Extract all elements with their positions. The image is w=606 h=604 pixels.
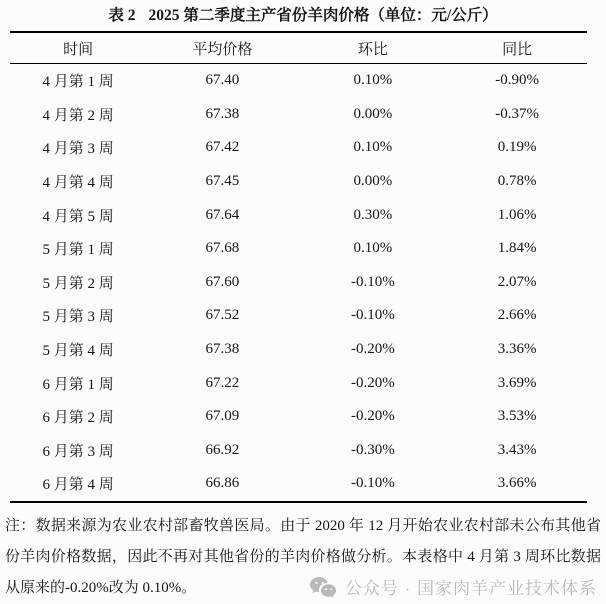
price-table (10, 31, 587, 503)
table-row (10, 64, 587, 98)
time-cell: 6 月第 3 周 (42, 443, 114, 460)
table-row (10, 434, 587, 468)
price-cell: 67.68 (205, 240, 240, 257)
table-row (10, 366, 587, 400)
time-cell: 6 月第 1 周 (42, 376, 114, 393)
price-cell: 67.45 (205, 173, 240, 190)
yoy-cell: 3.66% (497, 475, 537, 492)
table-row (10, 299, 587, 333)
yoy-cell: 3.69% (497, 374, 537, 391)
footnote (5, 511, 601, 604)
yoy-cell: 0.19% (497, 139, 537, 156)
time-cell: 4 月第 5 周 (42, 208, 114, 225)
time-cell: 6 月第 2 周 (42, 410, 114, 427)
yoy-cell: 2.66% (497, 307, 537, 324)
price-cell: 67.64 (205, 206, 240, 223)
footnote-line-3: 从原来的-0.20%改为 0.10%。 (5, 579, 197, 596)
mom-cell: 0.10% (353, 240, 393, 257)
footnote-line-2: 份羊肉价格数据，因此不再对其他省份的羊肉价格做分析。本表格中 4 月第 3 周环比数据 (5, 548, 601, 565)
price-cell: 67.60 (205, 273, 240, 290)
yoy-cell: 3.53% (497, 408, 537, 425)
price-cell: 67.22 (205, 374, 240, 391)
yoy-cell: 1.84% (497, 240, 537, 257)
table-row (10, 333, 587, 367)
mom-cell: -0.10% (351, 273, 395, 290)
mom-cell: 0.10% (353, 72, 393, 89)
table-title (0, 0, 606, 27)
price-cell: 67.52 (205, 307, 240, 324)
watermark (309, 573, 597, 604)
mom-cell: -0.20% (351, 341, 395, 358)
table-row (10, 98, 587, 132)
mom-cell: -0.30% (351, 441, 395, 458)
yoy-cell: 1.06% (497, 206, 537, 223)
mom-cell: 0.00% (353, 105, 393, 122)
price-cell: 67.40 (205, 72, 240, 89)
mom-cell: -0.20% (351, 408, 395, 425)
table-row (10, 467, 587, 502)
col-header-time: 时间 (10, 32, 146, 64)
price-cell: 66.86 (205, 475, 240, 492)
table-row (10, 198, 587, 232)
yoy-cell: 3.36% (497, 341, 537, 358)
price-cell: 67.09 (205, 408, 240, 425)
table-label: 表 2 (108, 7, 136, 24)
table-row (10, 232, 587, 266)
time-cell: 4 月第 2 周 (42, 107, 114, 124)
table-row (10, 400, 587, 434)
footnote-line-1: 注：数据来源为农业农村部畜牧兽医局。由于 2020 年 12 月开始农业农村部未公布其他省 (5, 517, 601, 534)
yoy-cell: 3.43% (497, 441, 537, 458)
table-row (10, 266, 587, 300)
yoy-cell: 0.78% (497, 173, 537, 190)
time-cell: 4 月第 4 周 (42, 175, 114, 192)
table-row (10, 165, 587, 199)
wechat-icon (309, 576, 337, 600)
col-header-avg-price: 平均价格 (146, 32, 298, 64)
table-row (10, 131, 587, 165)
yoy-cell: -0.37% (495, 105, 540, 122)
time-cell: 4 月第 1 周 (42, 74, 114, 91)
price-cell: 67.38 (205, 105, 240, 122)
price-cell: 66.92 (205, 441, 240, 458)
time-cell: 5 月第 4 周 (42, 343, 114, 360)
col-header-yoy: 同比 (447, 32, 587, 64)
time-cell: 5 月第 1 周 (42, 242, 114, 259)
watermark-text: 公众号 · 国家肉羊产业技术体系 (344, 578, 597, 598)
time-cell: 6 月第 4 周 (42, 477, 114, 494)
col-header-mom: 环比 (298, 32, 447, 64)
price-cell: 67.42 (205, 139, 240, 156)
time-cell: 4 月第 3 周 (42, 141, 114, 158)
header-row (10, 32, 587, 64)
time-cell: 5 月第 2 周 (42, 275, 114, 292)
mom-cell: 0.30% (353, 206, 393, 223)
yoy-cell: -0.90% (495, 72, 540, 89)
mom-cell: -0.10% (351, 307, 395, 324)
table-title-text: 2025 第二季度主产省份羊肉价格（单位：元/公斤） (148, 7, 498, 24)
price-cell: 67.38 (205, 341, 240, 358)
mom-cell: -0.10% (351, 475, 395, 492)
mom-cell: 0.00% (353, 173, 393, 190)
yoy-cell: 2.07% (497, 273, 537, 290)
time-cell: 5 月第 3 周 (42, 309, 114, 326)
mom-cell: 0.10% (353, 139, 393, 156)
mom-cell: -0.20% (351, 374, 395, 391)
